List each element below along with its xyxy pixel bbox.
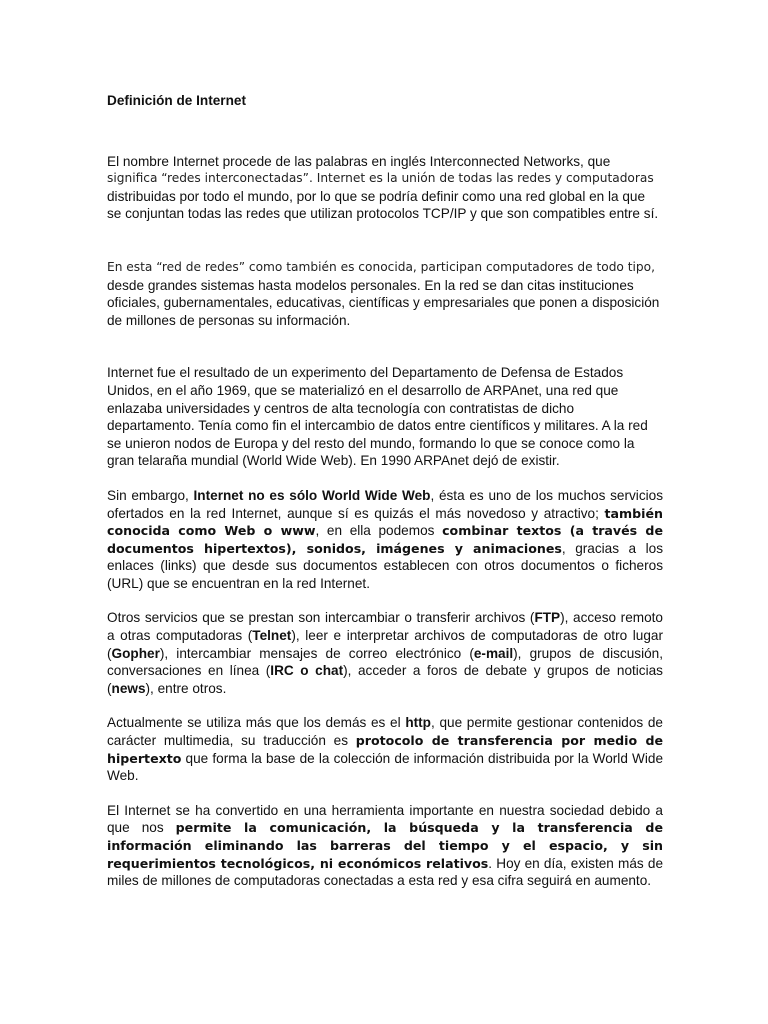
paragraph-line: El nombre Internet procede de las palabras en inglés Interconnected Networks, que bbox=[107, 153, 611, 169]
text-run: ), acceso remoto a otras computadoras ( bbox=[107, 610, 663, 644]
text-run: El Internet se ha convertido en una herramienta importante en nuestra sociedad debido a que nos bbox=[107, 802, 663, 836]
text-run: que forma la base de la colección de información distribuida por la World Wide Web. bbox=[107, 750, 663, 784]
bold-text: news bbox=[111, 680, 146, 696]
bold-text: IRC o chat bbox=[270, 663, 344, 679]
bold-text: también conocida como Web o www bbox=[107, 505, 663, 539]
bold-text: Internet no es sólo World Wide Web bbox=[193, 487, 431, 503]
text-run: . Hoy en día, existen más de miles de millones de computadoras conectadas a esta red y esa cifra seguirá en aumento. bbox=[107, 855, 664, 889]
paragraph-importance bbox=[107, 802, 663, 890]
paragraph-world-wide-web bbox=[107, 487, 663, 593]
paragraph-other-services bbox=[107, 609, 663, 697]
paragraph-arpanet: Internet fue el resultado de un experimento del Departamento de Defensa de Estados Unidos, en el año 1969, que se materializó en el desarrollo de ARPAnet, una red que enlazaba universidades y centros de alta tecnología con contratistas de dicho departamento. Tenía como fin el intercambio de datos entre científicos y militares. A la red se unieron nodos de Europa y del resto del mundo, formando lo que se conoce como la gran telaraña mundial (World Wide Web). En 1990 ARPAnet dejó de existir. bbox=[107, 365, 648, 469]
text-run: , que permite gestionar contenidos de carácter multimedia, su traducción es bbox=[107, 715, 663, 749]
text-run: , ésta es uno de los muchos servicios ofertados en la red Internet, aunque sí es quizás el más novedoso y atractivo; bbox=[107, 487, 663, 521]
text-run: ), intercambiar mensajes de correo electrónico ( bbox=[159, 645, 474, 661]
text-run: , gracias a los enlaces (links) que desde sus documentos establecen con otros documentos o ficheros (URL) que se encuentran en la red Internet. bbox=[107, 540, 663, 591]
text-run: , en ella podemos bbox=[315, 523, 443, 539]
document-title: Definición de Internet bbox=[107, 93, 246, 108]
text-run: ), entre otros. bbox=[145, 680, 227, 696]
paragraph-text: distribuidas por todo el mundo, por lo que se podría definir como una red global en la que se conjuntan todas las redes que utilizan protocolos TCP/IP y que son compatibles entre sí. bbox=[107, 188, 659, 222]
bold-text: combinar textos (a través de documentos hipertextos), sonidos, imágenes y animaciones bbox=[107, 523, 663, 556]
text-run: Otros servicios que se prestan son intercambiar o transferir archivos ( bbox=[107, 610, 535, 626]
bold-text: Telnet bbox=[252, 628, 292, 644]
bold-text: e-mail bbox=[473, 645, 514, 661]
bold-text: permite la comunicación, la búsqueda y la transferencia de información eliminando las barreras del tiempo y el espacio, y sin requerimientos tecnológicos, ni económicos relativos bbox=[107, 820, 663, 871]
bold-text: http bbox=[405, 715, 431, 731]
paragraph-line: significa “redes interconectadas”. Internet es la unión de todas las redes y computadoras bbox=[107, 171, 654, 186]
text-run: Actualmente se utiliza más que los demás es el bbox=[107, 715, 406, 731]
paragraph-http bbox=[107, 714, 663, 784]
bold-text: FTP bbox=[534, 610, 561, 626]
document-body bbox=[107, 92, 663, 890]
text-run: ), grupos de discusión, conversaciones en línea ( bbox=[107, 645, 663, 679]
bold-text: Gopher bbox=[111, 645, 160, 661]
paragraph-line: En esta “red de redes” como también es conocida, participan computadores de todo tipo, bbox=[107, 259, 655, 274]
text-run: ), acceder a foros de debate y grupos de noticias ( bbox=[107, 663, 663, 696]
paragraph-name-origin bbox=[107, 153, 663, 223]
paragraph-text: desde grandes sistemas hasta modelos personales. En la red se dan citas instituciones oficiales, gubernamentales, educativas, científicas y empresariales que ponen a disposición de millones de personas su información. bbox=[107, 277, 660, 328]
paragraph-network-of-networks bbox=[107, 259, 663, 329]
bold-text: protocolo de transferencia por medio de hipertexto bbox=[107, 733, 663, 766]
text-run: Sin embargo, bbox=[107, 487, 194, 503]
text-run: ), leer e interpretar archivos de computadoras de otro lugar ( bbox=[107, 628, 663, 661]
